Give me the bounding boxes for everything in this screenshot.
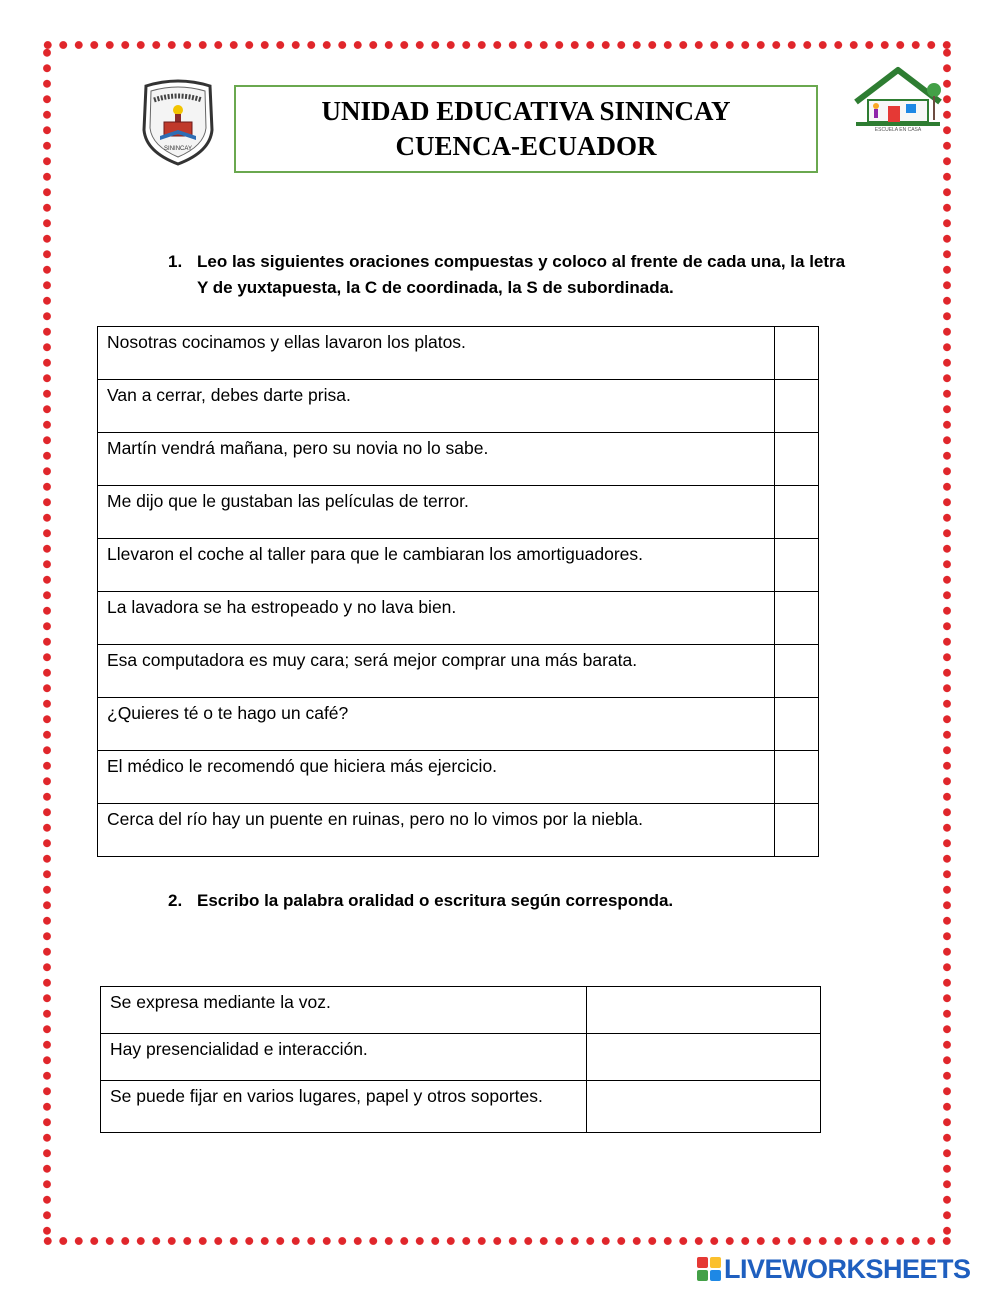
- sentence-cell: Van a cerrar, debes darte prisa.: [98, 380, 775, 433]
- answer-cell[interactable]: [775, 327, 819, 380]
- liveworksheets-logo-icon: [697, 1257, 721, 1281]
- dotted-border-left: [40, 45, 54, 1240]
- section1-instruction: [168, 249, 858, 301]
- sentence-classification-table: [97, 326, 819, 857]
- sentence-cell: Nosotras cocinamos y ellas lavaron los platos.: [98, 327, 775, 380]
- table-row: [98, 592, 819, 645]
- section2-instruction-text: Escribo la palabra oralidad o escritura según corresponda.: [197, 891, 674, 910]
- sentence-cell: El médico le recomendó que hiciera más ejercicio.: [98, 751, 775, 804]
- answer-cell[interactable]: [775, 645, 819, 698]
- orality-writing-table: [100, 986, 821, 1133]
- answer-cell[interactable]: [775, 433, 819, 486]
- svg-text:SININCAY: SININCAY: [164, 146, 192, 152]
- table-row: [101, 987, 821, 1034]
- answer-cell[interactable]: [775, 804, 819, 857]
- sentence-cell: Esa computadora es muy cara; será mejor comprar una más barata.: [98, 645, 775, 698]
- answer-cell[interactable]: [775, 380, 819, 433]
- section2-instruction: [168, 888, 858, 914]
- statement-cell: Se puede fijar en varios lugares, papel y otros soportes.: [101, 1081, 587, 1133]
- school-crest-logo: [138, 78, 218, 166]
- answer-cell[interactable]: [775, 698, 819, 751]
- sentence-cell: Llevaron el coche al taller para que le cambiaran los amortiguadores.: [98, 539, 775, 592]
- table-row: [98, 645, 819, 698]
- sentence-cell: Me dijo que le gustaban las películas de terror.: [98, 486, 775, 539]
- section1-instruction-text: Leo las siguientes oraciones compuestas y coloco al frente de cada una, la letra Y de yuxtapuesta, la C de coordinada, la S de subordinada.: [197, 252, 846, 297]
- school-title-box: [234, 85, 818, 173]
- table-row: [98, 751, 819, 804]
- table-row: [98, 698, 819, 751]
- answer-cell[interactable]: [775, 486, 819, 539]
- statement-cell: Se expresa mediante la voz.: [101, 987, 587, 1034]
- logo-block: [710, 1257, 721, 1268]
- table-row: [98, 539, 819, 592]
- sentence-cell: La lavadora se ha estropeado y no lava bien.: [98, 592, 775, 645]
- table-row: [98, 327, 819, 380]
- answer-cell[interactable]: [775, 539, 819, 592]
- sentence-cell: ¿Quieres té o te hago un café?: [98, 698, 775, 751]
- school-location: CUENCA-ECUADOR: [395, 131, 657, 161]
- dotted-border-bottom: [40, 1234, 955, 1248]
- section2-number: 2.: [168, 891, 183, 910]
- svg-text:ESCUELA EN CASA: ESCUELA EN CASA: [874, 127, 922, 132]
- school-name: UNIDAD EDUCATIVA SININCAY: [321, 96, 731, 126]
- sentence-cell: Martín vendrá mañana, pero su novia no lo sabe.: [98, 433, 775, 486]
- table-row: [98, 486, 819, 539]
- liveworksheets-brand[interactable]: [697, 1254, 971, 1284]
- answer-cell[interactable]: [775, 751, 819, 804]
- logo-block: [697, 1257, 708, 1268]
- statement-cell: Hay presencialidad e interacción.: [101, 1034, 587, 1081]
- house-logo: [852, 66, 944, 132]
- brand-name: LIVEWORKSHEETS: [724, 1253, 971, 1284]
- dotted-border-top: [40, 38, 955, 52]
- table-row: [98, 804, 819, 857]
- table-row: [98, 380, 819, 433]
- sentence-cell: Cerca del río hay un puente en ruinas, pero no lo vimos por la niebla.: [98, 804, 775, 857]
- table-row: [101, 1034, 821, 1081]
- logo-block: [697, 1270, 708, 1281]
- table-row: [98, 433, 819, 486]
- table-row: [101, 1081, 821, 1133]
- dotted-border-right: [940, 45, 954, 1240]
- logo-block: [710, 1270, 721, 1281]
- section1-number: 1.: [168, 252, 183, 271]
- answer-cell[interactable]: [587, 1081, 821, 1133]
- answer-cell[interactable]: [775, 592, 819, 645]
- answer-cell[interactable]: [587, 987, 821, 1034]
- answer-cell[interactable]: [587, 1034, 821, 1081]
